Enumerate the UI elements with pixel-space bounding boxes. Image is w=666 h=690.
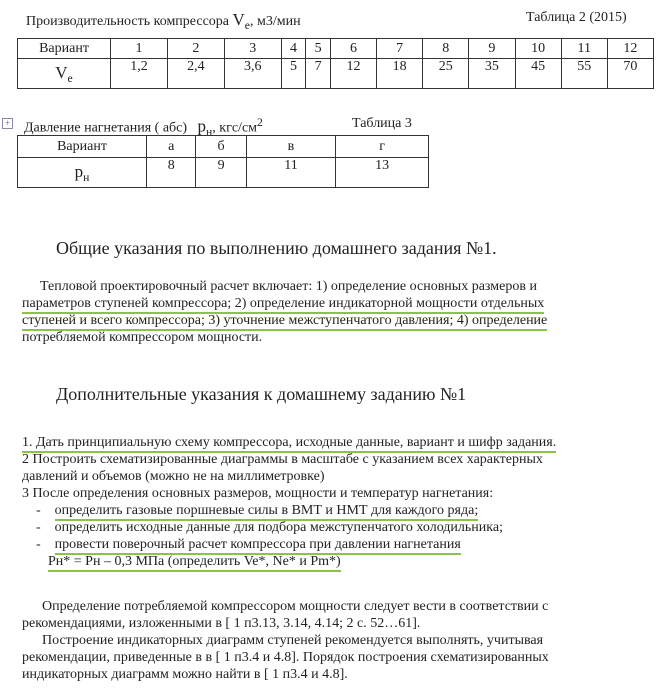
- value-cell: 2,4: [167, 59, 224, 89]
- paragraph-references: Определение потребляемой компрессором мощности следует вести в соответствии с рекомендациями, изложенными в [ 1 п3.13, 3.14, 4.14; 2 с. 52…61]. Построение индикаторных диаграмм ступеней рекомендуется выполнять, учитывая рекомендации, приведенные в в [ 1 п3.4 и 4.8]. Порядок построения схематизированных индикаторных диаграмм можно найти в [ 1 п3.4 и 4.8].: [22, 599, 549, 682]
- value-cell: 12: [330, 59, 376, 89]
- variant-cell: 10: [515, 39, 561, 59]
- variant-cell: б: [196, 136, 246, 158]
- header-cell: Вариант: [18, 136, 147, 158]
- variant-cell: 4: [281, 39, 306, 59]
- variant-cell: в: [246, 136, 336, 158]
- variant-cell: 1: [111, 39, 168, 59]
- variant-cell: 11: [561, 39, 607, 59]
- paragraph-general: Тепловой проектировочный расчет включает: 1) определение основных размеров и параметров ступеней компрессора; 2) определение индикаторной мощности отдельных ступеней и всего компрессора; 3) уточнение межступенчатого давления; 4) определение потребляемой компрессором мощности.: [22, 279, 548, 345]
- variant-cell: 12: [607, 39, 653, 59]
- variant-cell: 2: [167, 39, 224, 59]
- value-cell: 7: [306, 59, 331, 89]
- table3: [17, 135, 429, 188]
- table2-number: Таблица 2 (2015): [526, 10, 627, 25]
- variant-cell: 9: [469, 39, 515, 59]
- variant-cell: 6: [330, 39, 376, 59]
- value-cell: 8: [147, 158, 196, 188]
- value-cell: 11: [246, 158, 336, 188]
- table2-caption: Производительность компрессора $V_e$, м3/мин: [26, 10, 301, 32]
- variant-cell: 3: [224, 39, 281, 59]
- table3-number: Таблица 3: [352, 116, 412, 131]
- heading-general: Общие указания по выполнению домашнего задания №1.: [56, 238, 497, 258]
- heading-additional: Дополнительные указания к домашнему заданию №1: [56, 384, 467, 404]
- value-cell: 25: [423, 59, 469, 89]
- symbol-cell: $V_e$: [18, 59, 111, 89]
- value-cell: 45: [515, 59, 561, 89]
- variant-cell: г: [336, 136, 429, 158]
- symbol-cell: $p_н$: [18, 158, 147, 188]
- variant-cell: а: [147, 136, 196, 158]
- value-cell: 70: [607, 59, 653, 89]
- value-cell: 9: [196, 158, 246, 188]
- variant-cell: 5: [306, 39, 331, 59]
- value-cell: 18: [377, 59, 423, 89]
- table3-caption: Давление нагнетания ( абс) $p_н$, кгс/$см^2$: [24, 116, 263, 139]
- header-cell: Вариант: [18, 39, 111, 59]
- table2: [17, 38, 654, 89]
- value-cell: 13: [336, 158, 429, 188]
- value-cell: 1,2: [111, 59, 168, 89]
- value-cell: 55: [561, 59, 607, 89]
- value-cell: 35: [469, 59, 515, 89]
- table-move-handle-icon[interactable]: +: [2, 118, 13, 129]
- value-cell: 5: [281, 59, 306, 89]
- variant-cell: 7: [377, 39, 423, 59]
- variant-cell: 8: [423, 39, 469, 59]
- instruction-list: 1. Дать принципиальную схему компрессора, исходные данные, вариант и шифр задания. 2 Построить схематизированные диаграммы в масштабе с указанием всех характерных давлений и объемов (можно не на миллиметровке) 3 После определения основных размеров, мощности и температур нагнетания: - определить газовые поршневые силы в ВМТ и НМТ для каждого ряда; - определить исходные данные для подбора межступенчатого холодильника; - провести поверочный расчет компрессора при давлении нагнетания Рн* = Рн – 0,3 МПа (определить Ve*, Ne* и Pm*): [22, 434, 622, 570]
- value-cell: 3,6: [224, 59, 281, 89]
